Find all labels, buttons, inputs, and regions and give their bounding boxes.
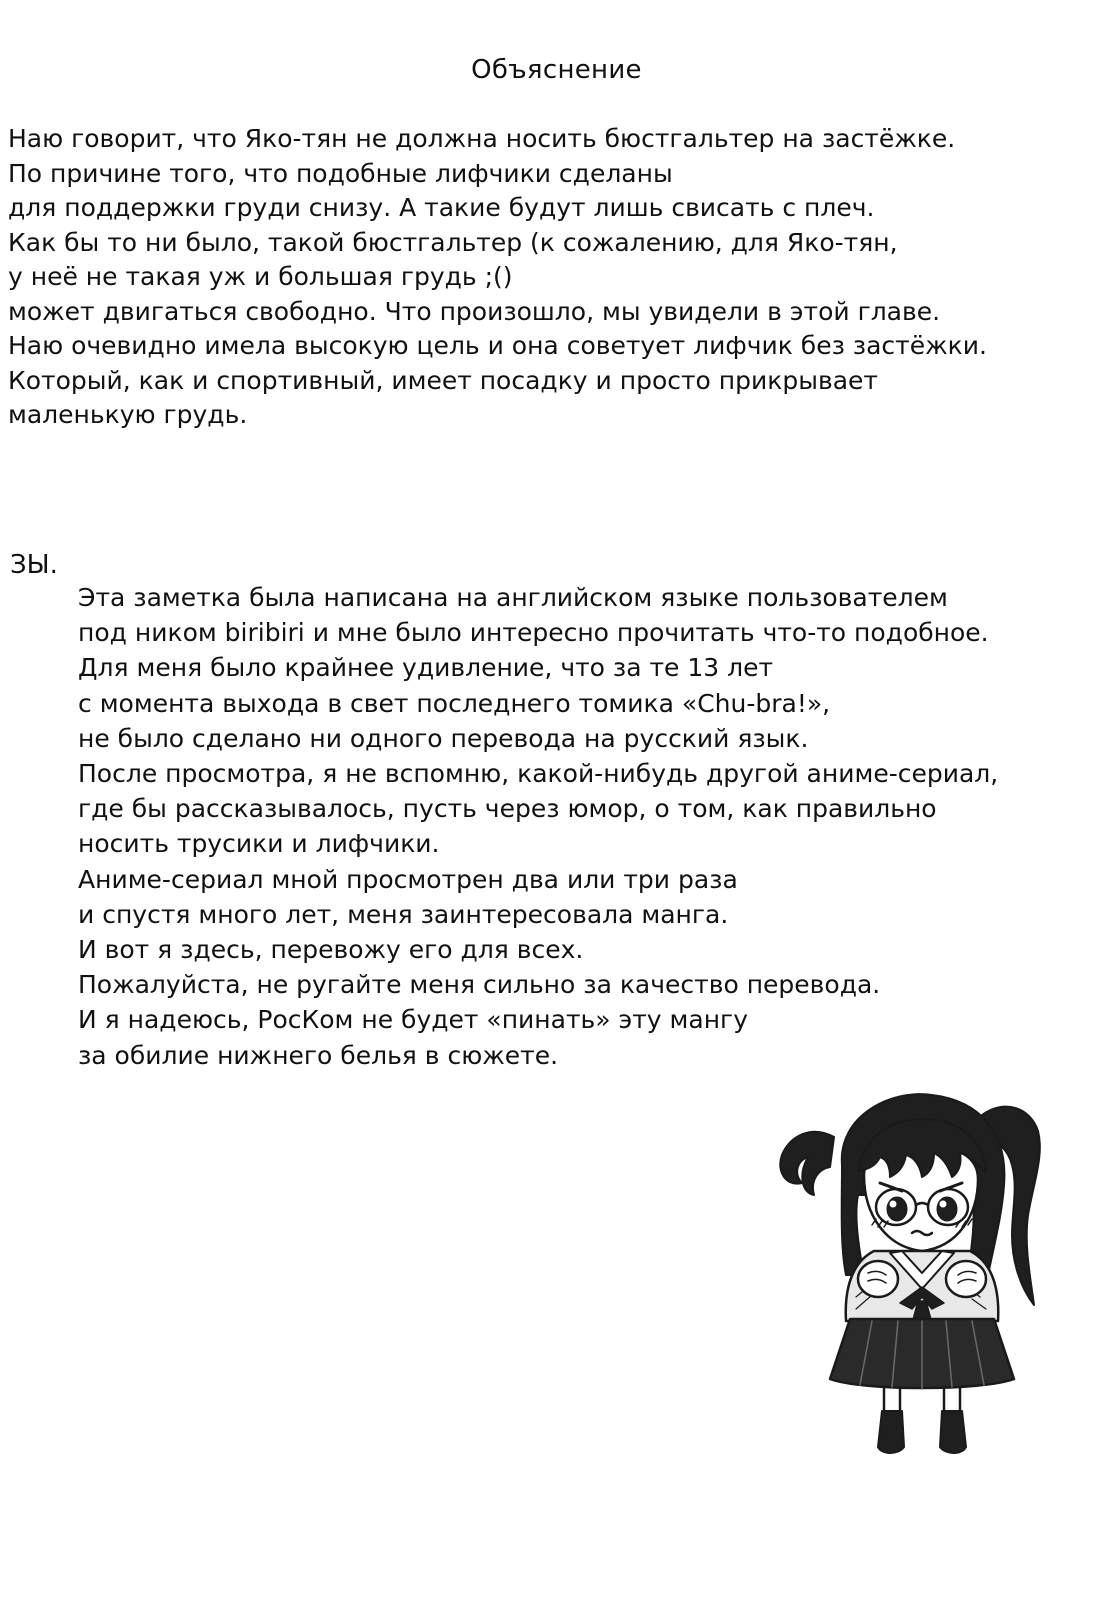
- explanation-line: у неё не такая уж и большая грудь ;(): [8, 262, 513, 291]
- ps-line: где бы рассказывалось, пусть через юмор, о том, как правильно: [78, 794, 937, 824]
- explanation-line: Как бы то ни было, такой бюстгальтер (к сожалению, для Яко-тян,: [8, 227, 898, 257]
- ps-line: за обилие нижнего белья в сюжете.: [78, 1040, 559, 1070]
- chibi-girl-illustration: [772, 1075, 1072, 1465]
- ps-line: не было сделано ни одного перевода на русский язык.: [78, 723, 809, 753]
- explanation-line: Который, как и спортивный, имеет посадку и просто прикрывает: [8, 365, 878, 395]
- ps-line: Пожалуйста, не ругайте меня сильно за качество перевода.: [78, 970, 881, 1000]
- explanation-line: По причине того, что подобные лифчики сделаны: [8, 158, 673, 188]
- explanation-line: для поддержки груди снизу. А такие будут лишь свисать с плеч.: [8, 193, 875, 222]
- explanation-line: Наю очевидно имела высокую цель и она советует лифчик без застёжки.: [8, 331, 987, 360]
- explanation-line: маленькую грудь.: [8, 400, 248, 429]
- ps-line: И я надеюсь, РосКом не будет «пинать» эту мангу: [78, 1005, 748, 1035]
- explanation-line: может двигаться свободно. Что произошло, мы увидели в этой главе.: [8, 296, 941, 326]
- ps-label: ЗЫ.: [10, 550, 58, 580]
- explanation-text: [8, 122, 1108, 433]
- ps-line: После просмотра, я не вспомню, какой-нибудь другой аниме-сериал,: [78, 759, 999, 789]
- ps-line: И вот я здесь, перевожу его для всех.: [78, 935, 584, 965]
- explanation-line: Наю говорит, что Яко-тян не должна носить бюстгальтер на застёжке.: [8, 124, 956, 153]
- ps-line: и спустя много лет, меня заинтересовала манга.: [78, 899, 729, 929]
- ps-line: Эта заметка была написана на английском языке пользователем: [78, 583, 948, 612]
- ps-line: Для меня было крайнее удивление, что за те 13 лет: [78, 653, 774, 683]
- ps-line: под ником biribiri и мне было интересно прочитать что-то подобное.: [78, 618, 989, 648]
- ps-text: [78, 580, 1108, 1073]
- ps-line: Аниме-сериал мной просмотрен два или три раза: [78, 864, 738, 894]
- ps-line: с момента выхода в свет последнего томика «Chu-bra!»,: [78, 688, 831, 718]
- page-title: Объяснение: [471, 55, 642, 85]
- ps-line: носить трусики и лифчики.: [78, 829, 440, 859]
